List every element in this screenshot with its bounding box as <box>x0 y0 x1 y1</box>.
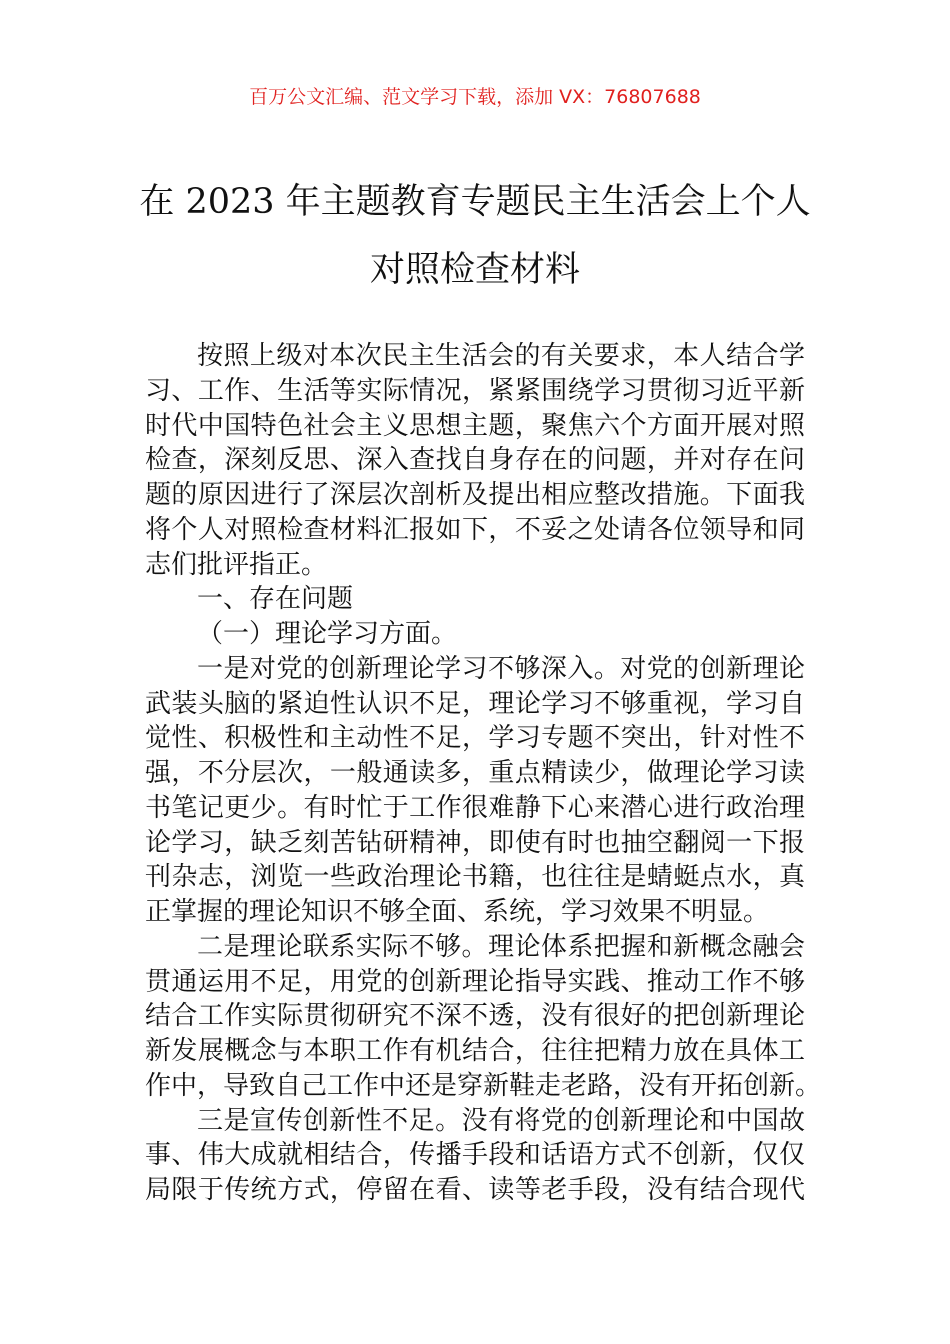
body-text-line: 论学习，缺乏刻苦钻研精神，即使有时也抽空翻阅一下报 <box>145 827 805 858</box>
body-text-line: 作中，导致自己工作中还是穿新鞋走老路，没有开拓创新。 <box>145 1070 822 1101</box>
body-text-line: 一是对党的创新理论学习不够深入。对党的创新理论 <box>197 653 805 684</box>
body-text-line: 刊杂志，浏览一些政治理论书籍，也往往是蜻蜓点水，真 <box>145 862 805 893</box>
document-title-line-1: 在 2023 年主题教育专题民主生活会上个人 <box>139 182 811 222</box>
body-text-line: 三是宣传创新性不足。没有将党的创新理论和中国故 <box>197 1105 805 1136</box>
body-text-line: 检查，深刻反思、深入查找自身存在的问题，并对存在问 <box>145 445 805 476</box>
body-text-line: 武装头脑的紧迫性认识不足，理论学习不够重视，学习自 <box>145 688 805 719</box>
body-text-line: 结合工作实际贯彻研究不深不透，没有很好的把创新理论 <box>145 1001 805 1032</box>
body-text-line: 一、存在问题 <box>197 584 354 615</box>
body-text-line: 局限于传统方式，停留在看、读等老手段，没有结合现代 <box>145 1175 805 1205</box>
body-text-line: 将个人对照检查材料汇报如下，不妥之处请各位领导和同 <box>145 514 805 545</box>
body-text-line: （一）理论学习方面。 <box>197 619 458 649</box>
body-text-line: 正掌握的理论知识不够全面、系统，学习效果不明显。 <box>145 897 770 927</box>
body-text-line: 贯通运用不足，用党的创新理论指导实践、推动工作不够 <box>145 966 805 997</box>
body-text-line: 事、伟大成就相结合，传播手段和话语方式不创新，仅仅 <box>145 1140 805 1171</box>
body-text-line: 强，不分层次，一般通读多，重点精读少，做理论学习读 <box>145 758 805 788</box>
body-text-line: 时代中国特色社会主义思想主题，聚焦六个方面开展对照 <box>145 410 805 441</box>
document-title-line-2: 对照检查材料 <box>369 250 580 290</box>
body-text-line: 习、工作、生活等实际情况，紧紧围绕学习贯彻习近平新 <box>145 375 805 406</box>
body-text-line: 按照上级对本次民主生活会的有关要求，本人结合学 <box>197 341 805 371</box>
body-text-line: 书笔记更少。有时忙于工作很难静下心来潜心进行政治理 <box>145 792 805 823</box>
body-text-line: 新发展概念与本职工作有机结合，往往把精力放在具体工 <box>145 1036 805 1066</box>
document-body <box>145 339 822 1208</box>
watermark-header: 百万公文汇编、范文学习下载，添加 VX：76807688 <box>249 86 701 108</box>
body-text-line: 二是理论联系实际不够。理论体系把握和新概念融会 <box>197 931 805 962</box>
body-text-line: 觉性、积极性和主动性不足，学习专题不突出，针对性不 <box>145 723 805 754</box>
body-text-line: 题的原因进行了深层次剖析及提出相应整改措施。下面我 <box>145 480 805 510</box>
body-text-line: 志们批评指正。 <box>145 549 328 580</box>
